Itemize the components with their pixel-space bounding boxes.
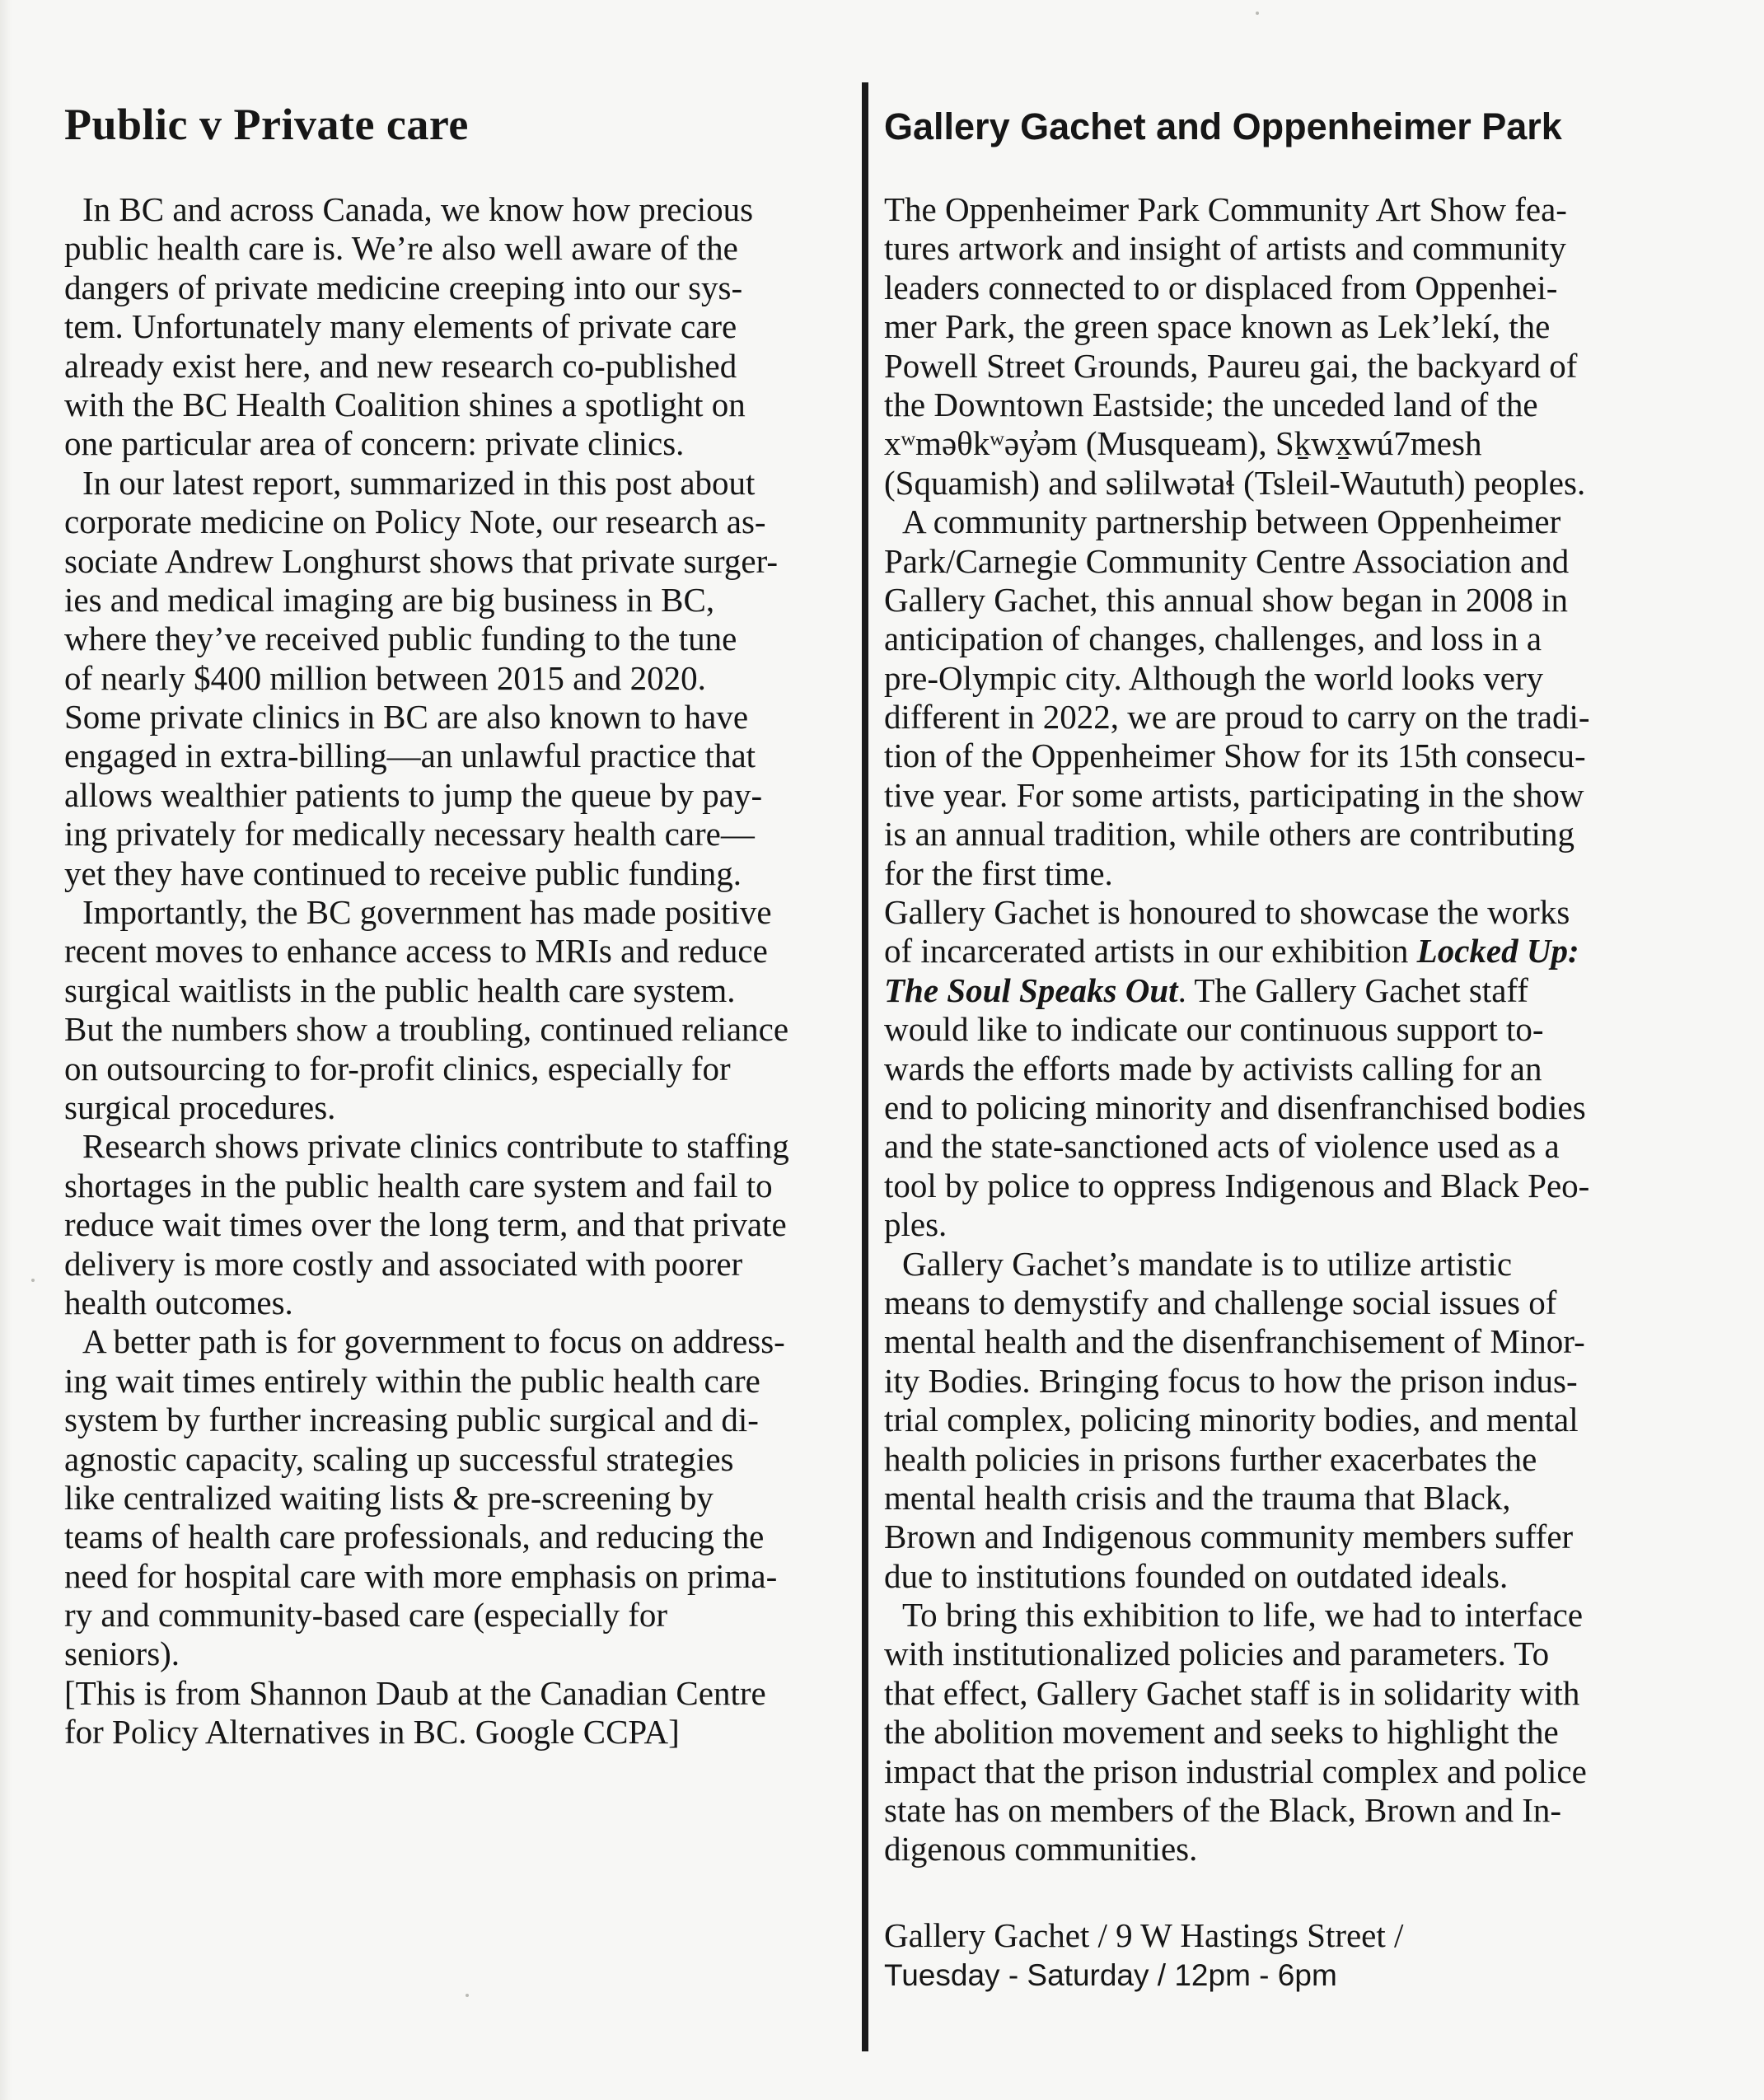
left-article-line: system by further increasing public surgical and di- xyxy=(64,1401,759,1439)
left-article-line: where they’ve received public funding to the tune xyxy=(64,620,737,658)
right-article-line: anticipation of changes, challenges, and loss in a xyxy=(884,620,1542,658)
exhibition-trailing-text: . The Gallery Gachet staff xyxy=(1177,970,1528,1009)
right-article-line: tive year. For some artists, participating in the show xyxy=(884,775,1584,814)
right-article-line: pre-Olympic city. Although the world looks very xyxy=(884,658,1544,697)
left-article-title: Public v Private care xyxy=(64,100,469,149)
footer-spacer xyxy=(884,1869,1590,1908)
right-article-line: for the first time. xyxy=(884,854,1113,892)
right-article-line: with institutionalized policies and parameters. To xyxy=(884,1635,1550,1673)
left-article-line: already exist here, and new research co-published xyxy=(64,346,737,385)
left-article-line: of nearly $400 million between 2015 and 2020. xyxy=(64,658,706,697)
left-article-line: In our latest report, summarized in this post about xyxy=(82,463,756,502)
left-article-line: sociate Andrew Longhurst shows that private surger- xyxy=(64,541,779,580)
right-article-line: A community partnership between Oppenheimer xyxy=(902,503,1561,541)
right-article-line: Brown and Indigenous community members suffer xyxy=(884,1518,1574,1556)
right-article-paragraphs-b xyxy=(884,1010,1590,1869)
left-article-line: seniors). xyxy=(64,1635,180,1673)
right-article-line: tool by police to oppress Indigenous and Black Peo- xyxy=(884,1166,1590,1204)
left-article-line: Importantly, the BC government has made positive xyxy=(82,893,772,932)
left-article-line: recent moves to enhance access to MRIs and reduce xyxy=(64,932,768,970)
exhibition-line-1 xyxy=(884,932,1590,970)
right-article-line: tion of the Oppenheimer Show for its 15th consecu- xyxy=(884,737,1586,775)
left-article-line: yet they have continued to receive public funding. xyxy=(64,854,742,892)
right-article-line: ity Bodies. Bringing focus to how the prison indus- xyxy=(884,1361,1578,1400)
left-article-line: on outsourcing to for-profit clinics, especially for xyxy=(64,1049,731,1087)
right-article-line: mental health and the disenfranchisement of Minor- xyxy=(884,1322,1585,1361)
scan-edge xyxy=(0,0,12,2100)
right-article-line: The Oppenheimer Park Community Art Show fea- xyxy=(884,190,1567,228)
left-article-line: A better path is for government to focus on address- xyxy=(82,1322,785,1361)
left-article-line: allows wealthier patients to jump the queue by pay- xyxy=(64,775,763,814)
left-article-line: surgical waitlists in the public health care system. xyxy=(64,970,736,1009)
left-article-line: for Policy Alternatives in BC. Google CCPA] xyxy=(64,1713,680,1752)
left-article-body xyxy=(64,190,789,1752)
left-article-line: agnostic capacity, scaling up successful strategies xyxy=(64,1439,734,1478)
right-article-line: digenous communities. xyxy=(884,1830,1198,1868)
right-article-line: and the state-sanctioned acts of violence used as a xyxy=(884,1127,1560,1166)
left-article-line: like centralized waiting lists & pre-screening by xyxy=(64,1478,714,1517)
right-article-line: Gallery Gachet’s mandate is to utilize artistic xyxy=(902,1244,1513,1283)
column-divider xyxy=(862,82,868,2051)
left-article-line: health outcomes. xyxy=(64,1283,293,1321)
left-article-line: Research shows private clinics contribute to staffing xyxy=(82,1127,789,1166)
right-article-line: would like to indicate our continuous support to- xyxy=(884,1010,1544,1049)
left-article-line: surgical procedures. xyxy=(64,1087,336,1126)
scan-speck xyxy=(466,1994,469,1997)
right-article-line: means to demystify and challenge social issues of xyxy=(884,1283,1557,1321)
left-article-line: with the BC Health Coalition shines a spotlight on xyxy=(64,385,746,423)
right-article-line: Park/Carnegie Community Centre Association and xyxy=(884,541,1570,580)
right-article-line: end to policing minority and disenfranchised bodies xyxy=(884,1087,1586,1126)
left-article-line: ing wait times entirely within the public health care xyxy=(64,1361,760,1400)
left-article-line: tem. Unfortunately many elements of private care xyxy=(64,307,737,346)
left-article-line: [This is from Shannon Daub at the Canadian Centre xyxy=(64,1673,766,1712)
right-article-line: mental health crisis and the trauma that Black, xyxy=(884,1478,1511,1517)
left-article-line: shortages in the public health care system and fail to xyxy=(64,1166,773,1204)
left-article-line: ry and community-based care (especially for xyxy=(64,1596,667,1635)
left-article-line: reduce wait times over the long term, and that private xyxy=(64,1205,787,1244)
right-article-line: ples. xyxy=(884,1205,948,1244)
left-article-line: engaged in extra-billing—an unlawful practice that xyxy=(64,737,756,775)
right-article-line: trial complex, policing minority bodies, and mental xyxy=(884,1401,1579,1439)
right-article-line: the Downtown Eastside; the unceded land of the xyxy=(884,385,1538,423)
right-article-line: impact that the prison industrial complex and police xyxy=(884,1752,1587,1790)
exhibition-title-part1: Locked Up: xyxy=(1416,932,1579,970)
right-article-line: state has on members of the Black, Brown and In- xyxy=(884,1791,1562,1830)
right-article-paragraphs-a xyxy=(884,190,1590,932)
left-article-line: ing privately for medically necessary health care— xyxy=(64,815,755,854)
left-article-line: Some private clinics in BC are also known to have xyxy=(64,698,749,737)
right-article-line: leaders connected to or displaced from Oppenhei- xyxy=(884,268,1558,306)
right-article-line: mer Park, the green space known as Lek’lekí, the xyxy=(884,307,1551,346)
left-article-line: In BC and across Canada, we know how precious xyxy=(82,190,754,228)
right-article-line: different in 2022, we are proud to carry on the tradi- xyxy=(884,698,1590,737)
left-article-line: need for hospital care with more emphasis on prima- xyxy=(64,1556,778,1595)
right-article-line: Gallery Gachet, this annual show began in 2008 in xyxy=(884,580,1569,619)
left-article-line: teams of health care professionals, and reducing the xyxy=(64,1518,765,1556)
exhibition-line-2 xyxy=(884,971,1590,1010)
left-article-line: one particular area of concern: private clinics. xyxy=(64,424,685,463)
right-article-line: health policies in prisons further exacerbates the xyxy=(884,1439,1537,1478)
right-article-line: wards the efforts made by activists calling for an xyxy=(884,1049,1542,1087)
left-article-line: dangers of private medicine creeping into our sys- xyxy=(64,268,743,306)
left-article-line: ies and medical imaging are big business in BC, xyxy=(64,580,715,619)
footer-address: Gallery Gachet / 9 W Hastings Street / xyxy=(884,1916,1404,1955)
right-article-line: Powell Street Grounds, Paureu gai, the backyard of xyxy=(884,346,1578,385)
scan-speck xyxy=(31,1279,35,1282)
scan-speck xyxy=(1256,12,1259,15)
left-article-line: public health care is. We’re also well aware of the xyxy=(64,229,738,268)
footer-hours: Tuesday - Saturday / 12pm - 6pm xyxy=(884,1957,1337,1992)
left-article-line: But the numbers show a troubling, continued reliance xyxy=(64,1010,789,1049)
right-article-body xyxy=(884,190,1590,1995)
right-article-line: tures artwork and insight of artists and community xyxy=(884,229,1566,268)
right-article-line: that effect, Gallery Gachet staff is in solidarity with xyxy=(884,1673,1580,1712)
right-article-line: To bring this exhibition to life, we had to interface xyxy=(902,1596,1584,1635)
left-article-line: corporate medicine on Policy Note, our research as- xyxy=(64,503,766,541)
right-article-line: (Squamish) and səlilwətaɬ (Tsleil-Waututh) peoples. xyxy=(884,463,1586,502)
left-article-line: delivery is more costly and associated with poorer xyxy=(64,1244,743,1283)
right-article-line: due to institutions founded on outdated ideals. xyxy=(884,1556,1509,1595)
right-article-line: the abolition movement and seeks to highlight the xyxy=(884,1713,1559,1752)
exhibition-title-part2: The Soul Speaks Out xyxy=(884,970,1178,1009)
right-article-line: Gallery Gachet is honoured to showcase the works xyxy=(884,893,1570,932)
right-article-title: Gallery Gachet and Oppenheimer Park xyxy=(884,105,1562,147)
right-article-line: xʷməθkʷəy̓əm (Musqueam), Sḵwx̱wú7mesh xyxy=(884,424,1482,463)
right-article-line: is an annual tradition, while others are contributing xyxy=(884,815,1574,854)
exhibition-intro-text: of incarcerated artists in our exhibition xyxy=(884,932,1417,970)
